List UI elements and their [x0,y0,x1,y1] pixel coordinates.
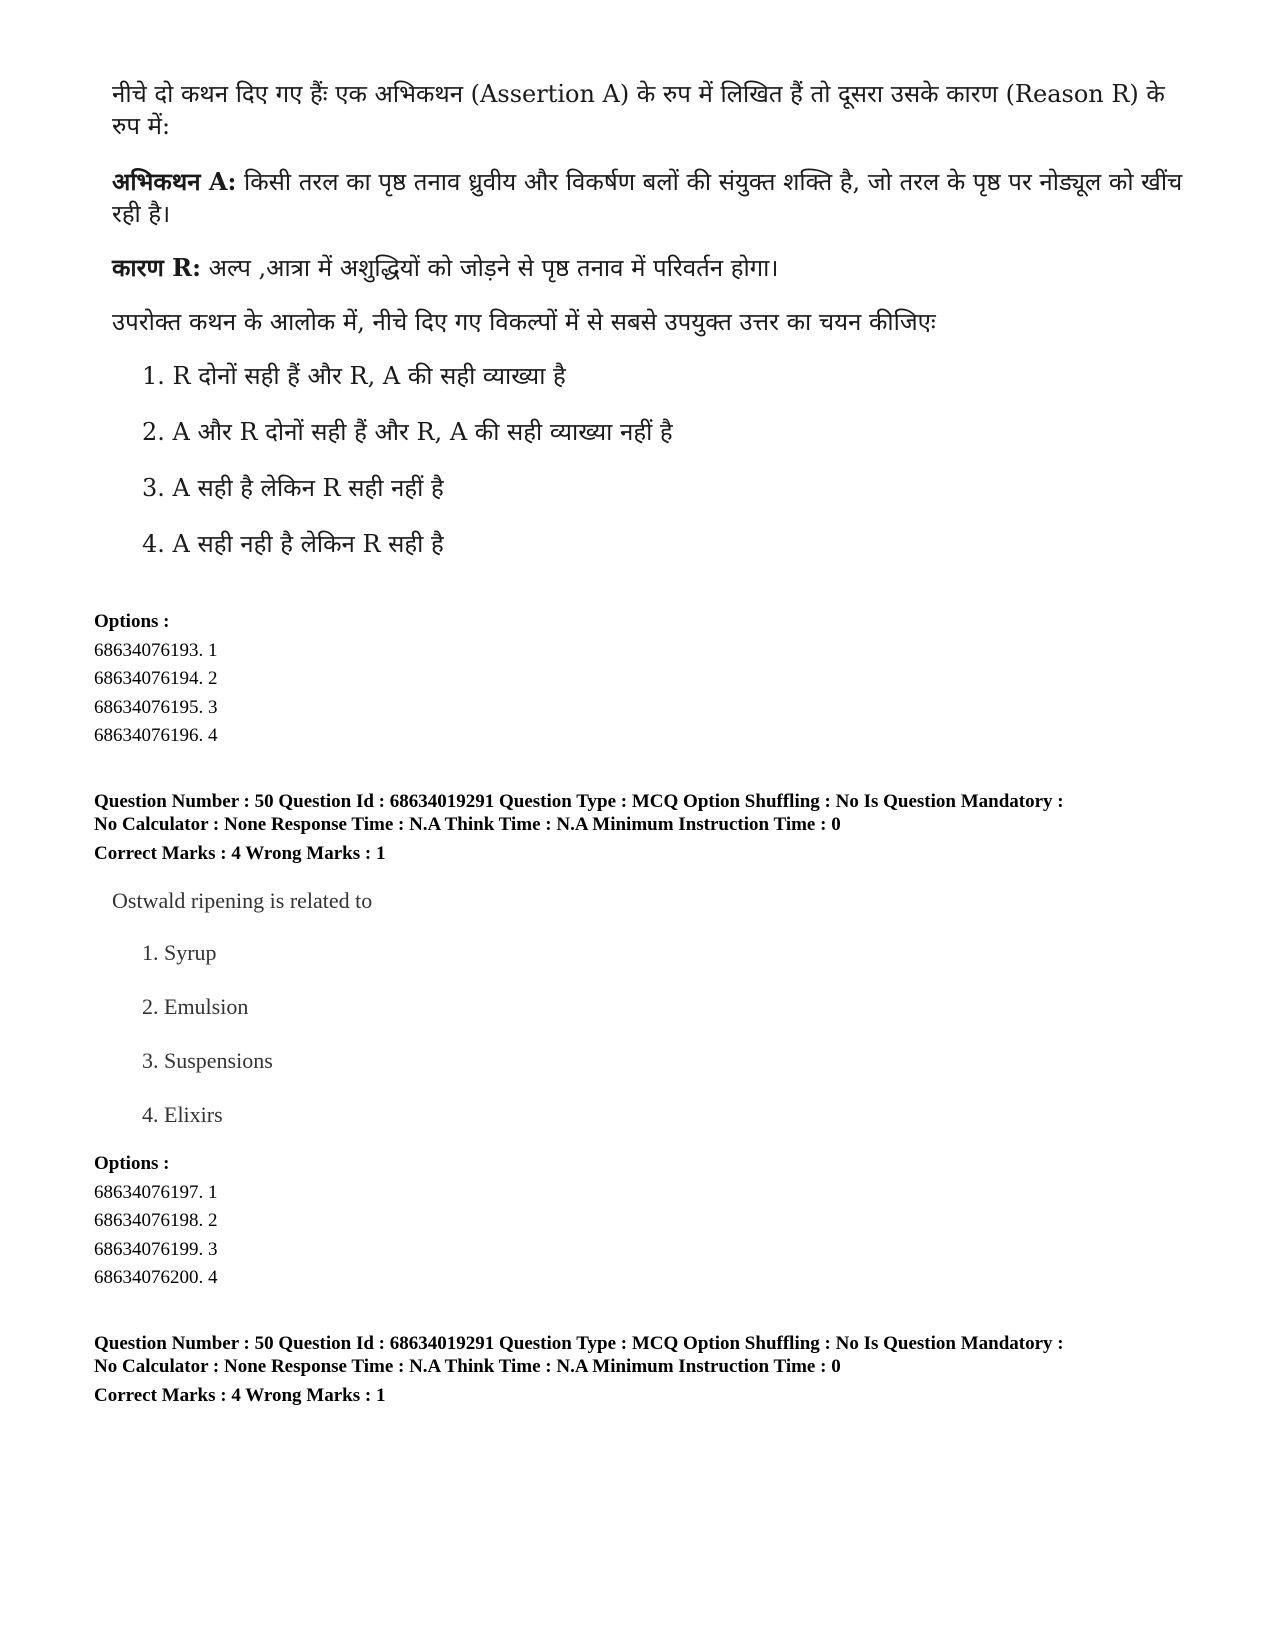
reason-statement [112,252,1192,284]
choice-item: 2. A और R दोनों सही हैं और R, A की सही व्याख्या नहीं है [142,418,673,446]
question-2-choices [112,939,372,1155]
marks-line: Correct Marks : 4 Wrong Marks : 1 [94,1385,386,1406]
option-id: 68634076197. 1 [94,1181,218,1203]
options-heading: Options : [94,1153,170,1174]
option-id: 68634076193. 1 [94,639,218,661]
meta-line-1: Question Number : 50 Question Id : 68634019291 Question Type : MCQ Option Shuffling : No Is Question Mandatory : [94,1333,1064,1354]
question-meta-1 [94,790,1214,865]
question-1-choices [112,360,1192,584]
reason-label: कारण R: [112,253,201,282]
choice-item: 1. Syrup [142,940,217,965]
options-heading: Options : [94,611,170,632]
assertion-label: अभिकथन A: [112,167,237,196]
option-id: 68634076195. 3 [94,696,218,718]
choice-item: 4. Elixirs [142,1102,223,1127]
choice-item: 4. A सही नही है लेकिन R सही है [142,530,444,558]
reason-text: अल्प ,आत्रा में अशुद्धियों को जोड़ने से पृष्ठ तनाव में परिवर्तन होगा। [200,254,779,282]
choice-item: 3. Suspensions [142,1048,273,1073]
assertion-statement [112,166,1192,230]
choice-item: 2. Emulsion [142,994,249,1019]
meta-line-2: No Calculator : None Response Time : N.A Think Time : N.A Minimum Instruction Time : 0 [94,814,841,835]
choice-item: 3. A सही है लेकिन R सही नहीं है [142,474,444,502]
options-list-2 [94,1150,218,1293]
options-list-1 [94,608,218,751]
meta-line-2: No Calculator : None Response Time : N.A Think Time : N.A Minimum Instruction Time : 0 [94,1356,841,1377]
question-1-intro: नीचे दो कथन दिए गए हैंः एक अभिकथन (Assertion A) के रुप में लिखित हैं तो दूसरा उसके कारण (Reason R) के रुप में: [112,80,1165,140]
option-id: 68634076196. 4 [94,725,218,746]
option-id: 68634076198. 2 [94,1210,218,1231]
question-1-body [112,78,1192,584]
choice-item: 1. R दोनों सही हैं और R, A की सही व्याख्या है [142,362,566,390]
meta-line-1: Question Number : 50 Question Id : 68634019291 Question Type : MCQ Option Shuffling : No Is Question Mandatory : [94,791,1064,812]
question-2-body [112,887,372,1155]
question-1-prompt: उपरोक्त कथन के आलोक में, नीचे दिए गए विकल्पों में से सबसे उपयुक्त उत्तर का चयन कीजिएः [112,308,936,336]
assertion-text: किसी तरल का पृष्ठ तनाव ध्रुवीय और विकर्षण बलों की संयुक्त शक्ति है, जो तरल के पृष्ठ पर नोड्यूल को खींच रही है। [112,168,1183,228]
question-2-stem: Ostwald ripening is related to [112,888,373,913]
option-id: 68634076194. 2 [94,668,218,689]
option-id: 68634076200. 4 [94,1267,218,1288]
marks-line: Correct Marks : 4 Wrong Marks : 1 [94,843,386,864]
option-id: 68634076199. 3 [94,1238,218,1260]
question-meta-2 [94,1332,1214,1407]
